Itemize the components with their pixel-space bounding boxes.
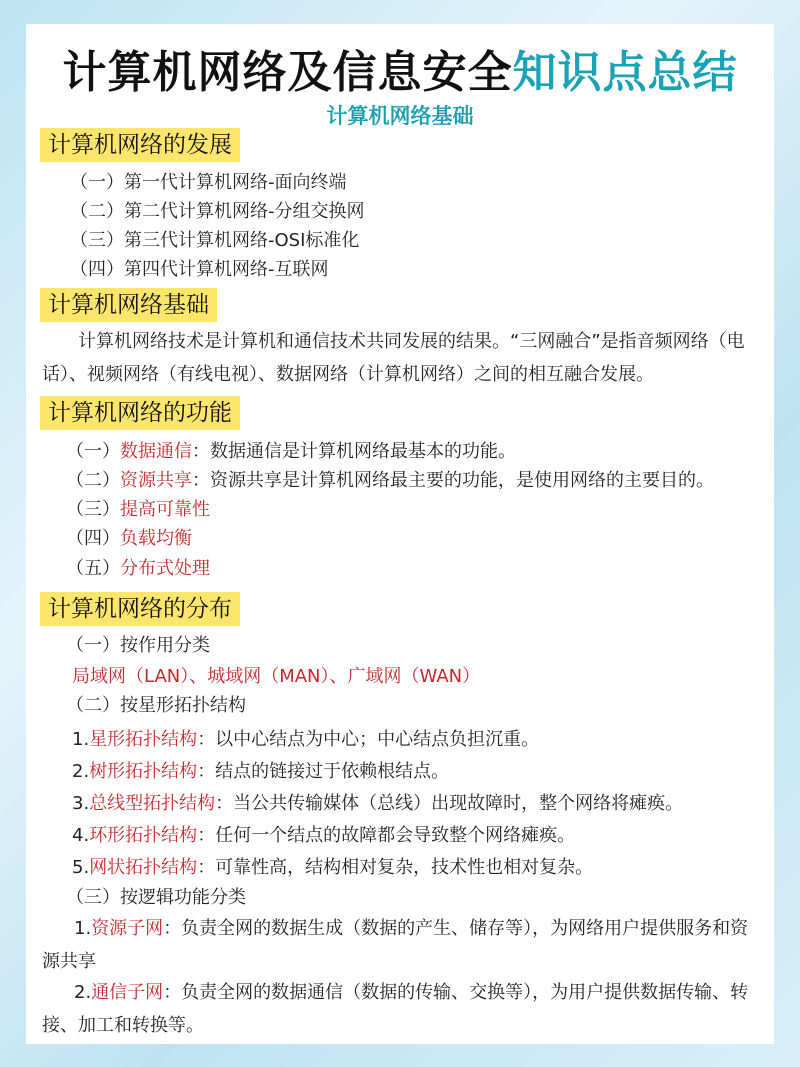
list-item: （三）第三代计算机网络-OSI标准化: [70, 230, 360, 251]
item-desc: ：结点的链接过于依赖根结点。: [197, 761, 450, 782]
item-prefix: 1.: [72, 729, 90, 750]
item-desc: ：资源共享是计算机网络最主要的功能，是使用网络的主要目的。: [192, 470, 714, 491]
item-prefix: （一）: [66, 441, 120, 462]
item-desc: ：任何一个结点的故障都会导致整个网络瘫痪。: [197, 825, 576, 846]
section-heading-distribution: 计算机网络的分布: [40, 592, 240, 626]
item-term: 环形拓扑结构: [89, 825, 198, 846]
item-desc: ：数据通信是计算机网络最基本的功能。: [192, 441, 516, 462]
item-prefix: （五）: [66, 558, 120, 579]
logic-item: [42, 976, 762, 1042]
item-prefix: 2.: [72, 761, 90, 782]
item-desc: ：当公共传输媒体（总线）出现故障时，整个网络将瘫痪。: [215, 793, 684, 814]
item-prefix: 3.: [72, 793, 90, 814]
topology-item: [72, 823, 575, 849]
item-term: 树形拓扑结构: [89, 761, 198, 782]
item-prefix: （四）: [66, 528, 120, 549]
list-item: （一）第一代计算机网络-面向终端: [70, 172, 347, 193]
item-term: 负载均衡: [120, 528, 192, 549]
topology-item: [72, 759, 449, 785]
function-item: [66, 497, 210, 523]
item-term: 星形拓扑结构: [89, 729, 198, 750]
item-prefix: 5.: [72, 857, 90, 878]
item-desc: ：负责全网的数据通信（数据的传输、交换等），为用户提供数据传输、转接、加工和转换等。: [42, 982, 749, 1036]
list-item: （二）第二代计算机网络-分组交换网: [70, 201, 365, 222]
scope-label: （一）按作用分类: [66, 635, 210, 656]
function-item: [66, 468, 714, 494]
item-term: 数据通信: [120, 441, 192, 462]
section-heading-functions: 计算机网络的功能: [40, 396, 240, 430]
function-item: [66, 526, 192, 552]
function-item: [66, 556, 210, 582]
list-item: （四）第四代计算机网络-互联网: [70, 259, 329, 280]
item-prefix: 4.: [72, 825, 90, 846]
item-prefix: 2.: [74, 982, 92, 1003]
logic-label: （三）按逻辑功能分类: [66, 887, 246, 908]
scope-value: 局域网（LAN）、城域网（MAN）、广域网（WAN）: [72, 666, 481, 687]
basics-paragraph: 计算机网络技术是计算机和通信技术共同发展的结果。“三网融合”是指音频网络（电话）、视频网络（有线电视）、数据网络（计算机网络）之间的相互融合发展。: [42, 331, 745, 385]
item-prefix: 1.: [74, 918, 92, 939]
item-term: 资源共享: [120, 470, 192, 491]
page-subtitle: 计算机网络基础: [326, 104, 474, 128]
topology-item: [72, 727, 539, 753]
item-desc: ：可靠性高，结构相对复杂，技术性也相对复杂。: [197, 857, 594, 878]
item-desc: ：负责全网的数据生成（数据的产生、储存等），为网络用户提供服务和资源共享: [42, 918, 749, 972]
item-term: 总线型拓扑结构: [89, 793, 216, 814]
item-term: 分布式处理: [120, 558, 210, 579]
topology-item: [72, 855, 593, 881]
item-prefix: （三）: [66, 499, 120, 520]
section-heading-basics: 计算机网络基础: [40, 288, 217, 322]
title-accent: 知识点总结: [512, 47, 738, 98]
topology-label: （二）按星形拓扑结构: [66, 695, 246, 716]
section-heading-development: 计算机网络的发展: [40, 128, 240, 162]
topology-item: [72, 791, 683, 817]
item-term: 通信子网: [91, 982, 164, 1003]
item-term: 资源子网: [91, 918, 164, 939]
title-main: 计算机网络及信息安全: [62, 47, 513, 98]
logic-item: [42, 912, 762, 978]
item-prefix: （二）: [66, 470, 120, 491]
item-term: 网状拓扑结构: [89, 857, 198, 878]
item-desc: ：以中心结点为中心；中心结点负担沉重。: [197, 729, 540, 750]
function-item: [66, 439, 516, 465]
item-term: 提高可靠性: [120, 499, 210, 520]
page-title: [0, 36, 800, 100]
